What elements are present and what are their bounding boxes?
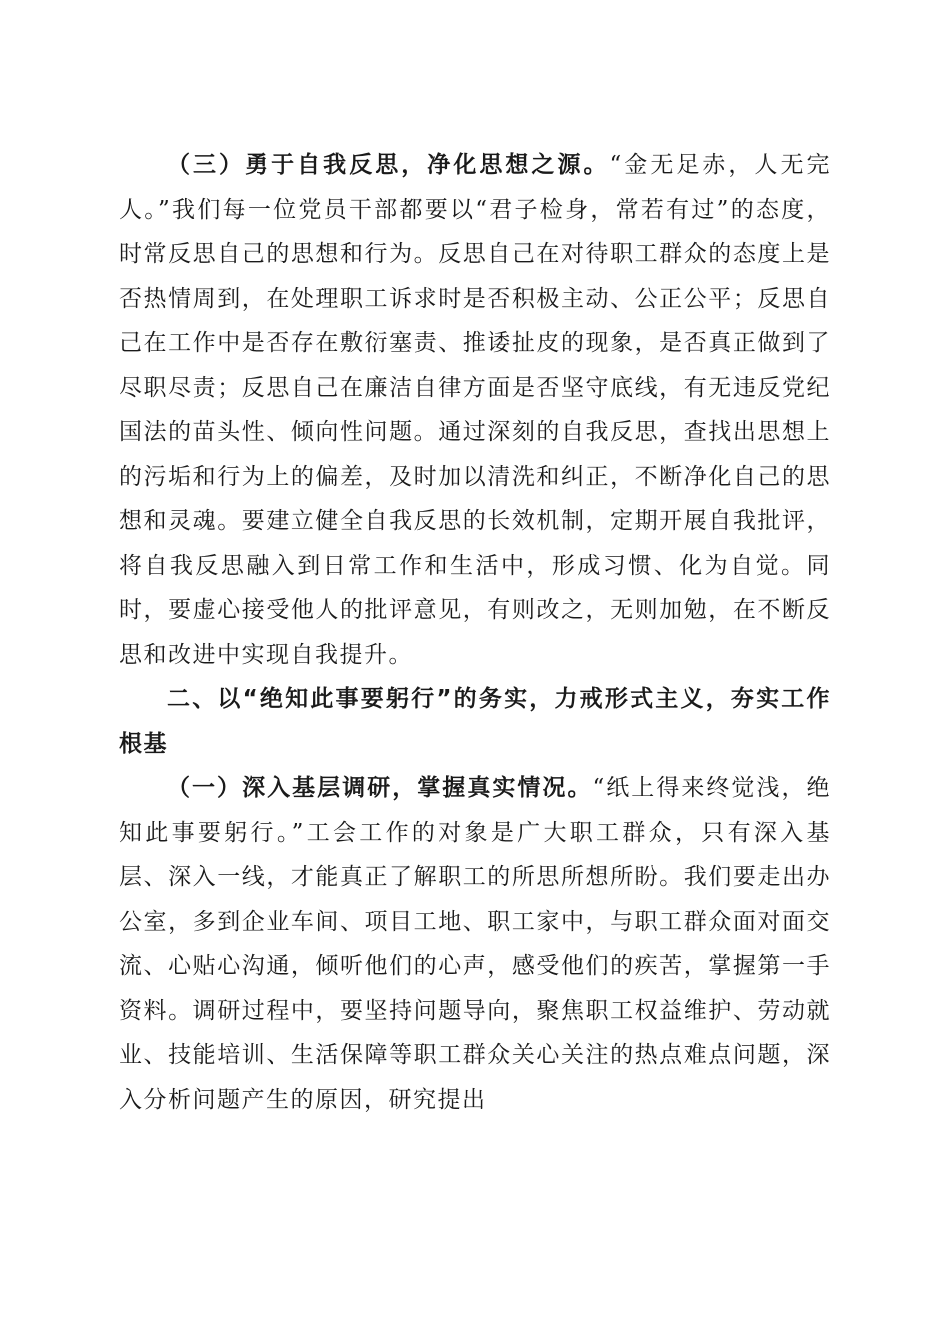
paragraph-reflection [119,143,831,677]
section-heading: 二、以“绝知此事要躬行”的务实，力戒形式主义，夯实工作根基 [119,686,831,757]
paragraph-text: “金无足赤，人无完人。”我们每一位党员干部都要以“君子检身，常若有过”的态度，时常反思自己的思想和行为。反思自己在对待职工群众的态度上是否热情周到，在处理职工诉求时是否积极主动、公正公平；反思自己在工作中是否存在敷衍塞责、推诿扯皮的现象，是否真正做到了尽职尽责；反思自己在廉洁自律方面是否坚守底线，有无违反党纪国法的苗头性、倾向性问题。通过深刻的自我反思，查找出思想上的污垢和行为上的偏差，及时加以清洗和纠正，不断净化自己的思想和灵魂。要建立健全自我反思的长效机制，定期开展自我批评，将自我反思融入到日常工作和生活中，形成习惯、化为自觉。同时，要虚心接受他人的批评意见，有则改之，无则加勉，在不断反思和改进中实现自我提升。 [119,152,831,668]
paragraph-grassroots-research [119,766,831,1122]
paragraph-lead: （三）勇于自我反思，净化思想之源。 [167,152,610,178]
document-body [119,143,831,1122]
paragraph-text: “纸上得来终觉浅，绝知此事要躬行。”工会工作的对象是广大职工群众，只有深入基层、深入一线，才能真正了解职工的所思所想所盼。我们要走出办公室，多到企业车间、项目工地、职工家中，与职工群众面对面交流、心贴心沟通，倾听他们的心声，感受他们的疾苦，掌握第一手资料。调研过程中，要坚持问题导向，聚焦职工权益维护、劳动就业、技能培训、生活保障等职工群众关心关注的热点难点问题，深入分析问题产生的原因，研究提出 [119,775,831,1113]
paragraph-lead: （一）深入基层调研，掌握真实情况。 [167,775,593,801]
